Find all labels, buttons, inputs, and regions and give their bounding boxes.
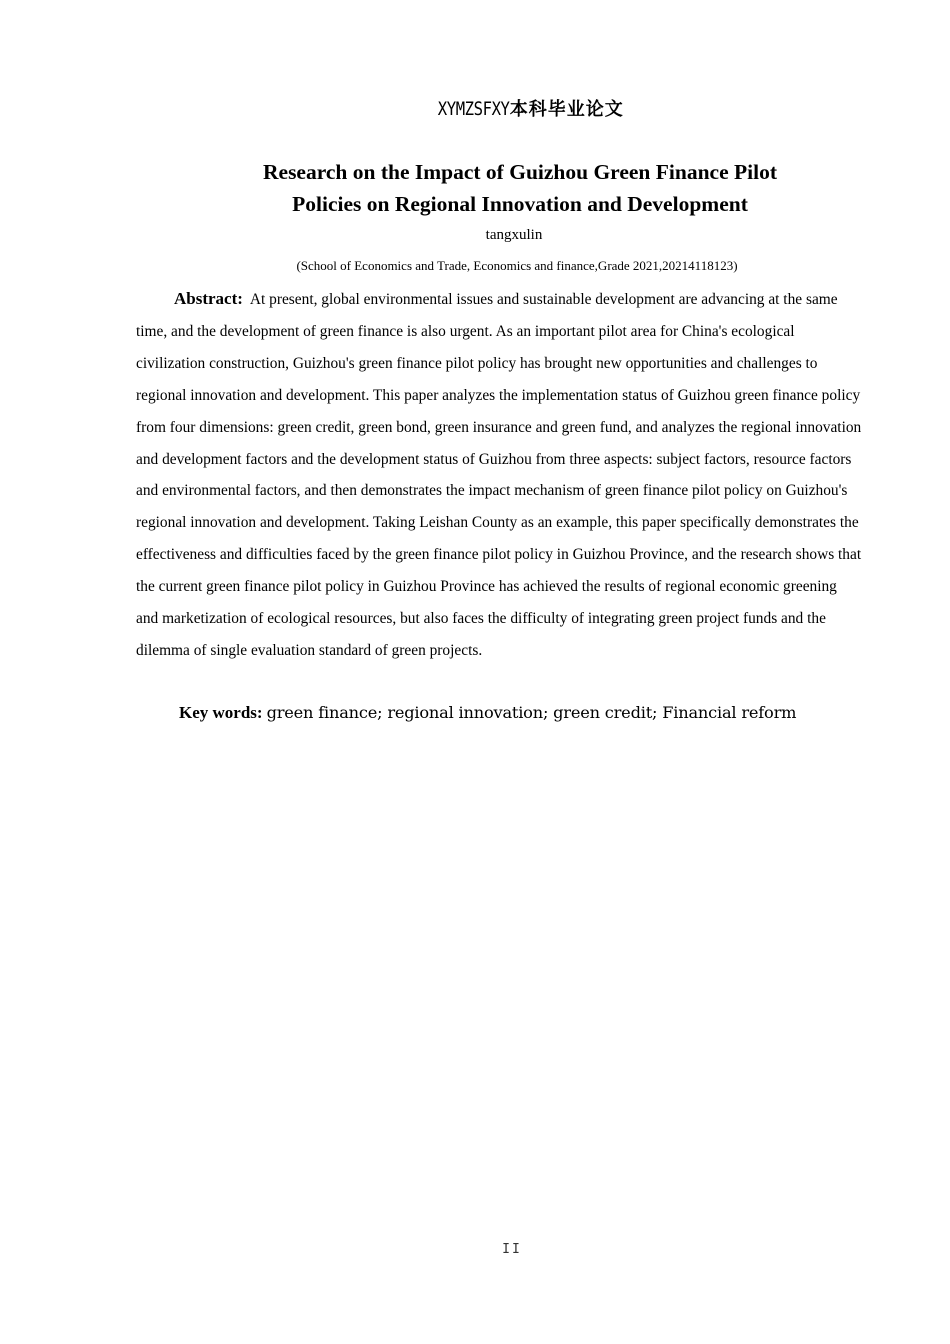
abstract-label: Abstract:: [174, 289, 243, 308]
keywords-label: Key words:: [179, 703, 263, 722]
abstract-paragraph: [136, 283, 862, 667]
paper-title: [200, 156, 840, 220]
abstract-text: At present, global environmental issues and sustainable development are advancing at the same time, and the development of green finance is also urgent. As an important pilot area for China's ecological civilization construction, Guizhou's green finance pilot policy has brought new opportunities and challenges to regional innovation and development. This paper analyzes the implementation status of Guizhou green finance policy from four dimensions: green credit, green bond, green insurance and green fund, and analyzes the regional innovation and development factors and the development status of Guizhou from three aspects: subject factors, resource factors and environmental factors, and then demonstrates the impact mechanism of green finance pilot policy on Guizhou's regional innovation and development. Taking Leishan County as an example, this paper specifically demonstrates the effectiveness and difficulties faced by the green finance pilot policy in Guizhou Province, and the research shows that the current green finance pilot policy in Guizhou Province has achieved the results of regional economic greening and marketization of ecological resources, but also faces the difficulty of integrating green project funds and the dilemma of single evaluation standard of green projects.: [136, 291, 862, 659]
keywords-line: [179, 699, 879, 728]
page-number: II: [502, 1242, 522, 1257]
header-code: XYMZSFXY: [437, 98, 510, 120]
keywords-text: green finance; regional innovation; green credit; Financial reform: [266, 703, 797, 722]
running-header: [0, 94, 950, 124]
author-affiliation: (School of Economics and Trade, Economics and finance,Grade 2021,20214118123): [296, 258, 738, 273]
paper-title-line-1: Research on the Impact of Guizhou Green Finance Pilot: [263, 160, 777, 184]
paper-title-line-2: Policies on Regional Innovation and Development: [292, 192, 748, 216]
header-label-cn: 本科毕业论文: [509, 99, 624, 120]
author-name: tangxulin: [485, 227, 543, 243]
